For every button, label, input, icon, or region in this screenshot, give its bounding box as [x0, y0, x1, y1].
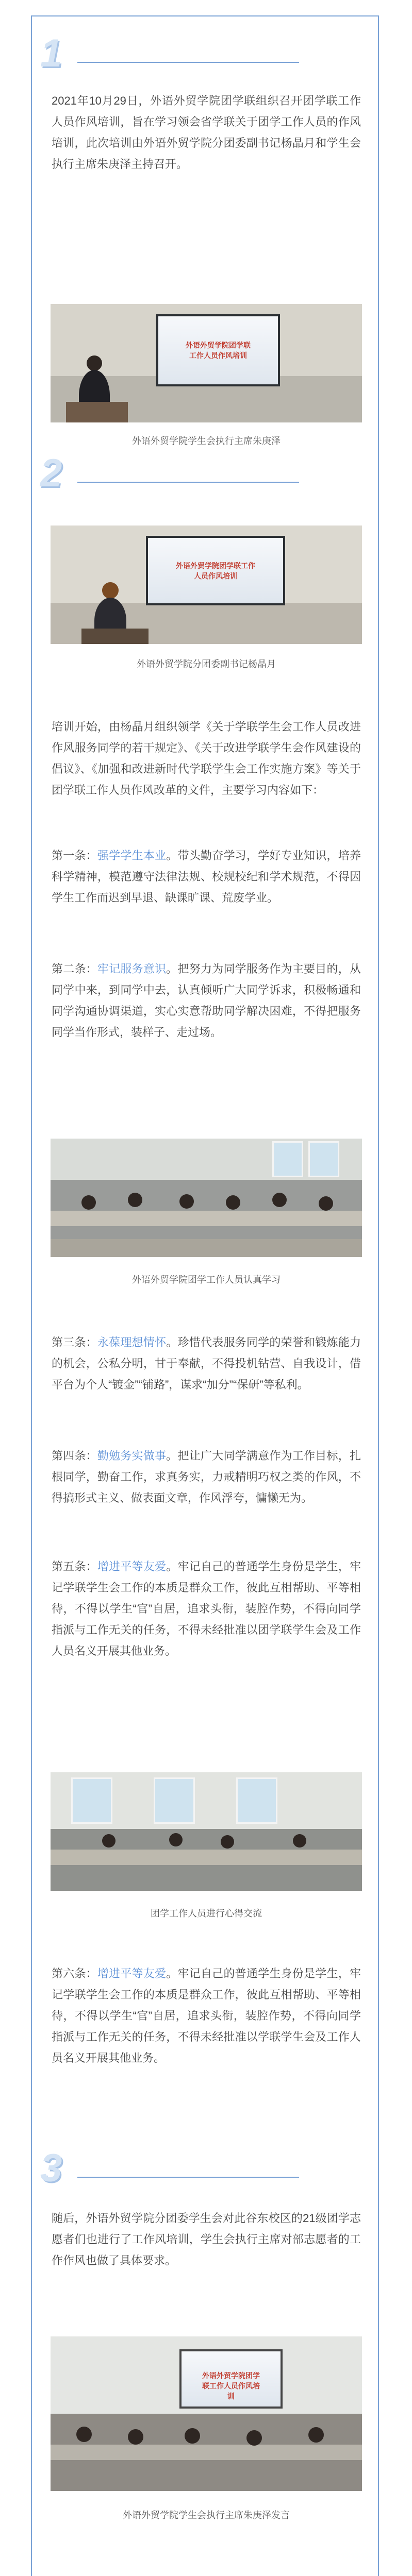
photo-experience-sharing: [51, 1772, 362, 1891]
paragraph-article-3: 第三条：永葆理想情怀。珍惜代表服务同学的荣誉和锻炼能力的机会，公私分明，甘于奉献，不得投机钻营、自我设计，借平台为个人“镀金”“铺路”，谋求“加分”“保研”等私利。: [52, 1336, 361, 1391]
caption-5: 外语外贸学院学生会执行主席朱庚泽发言: [123, 2510, 290, 2520]
photo-speech-zhu: 外语外贸学院团学联工作人员作风培训: [51, 2336, 362, 2491]
caption-4: 团学工作人员进行心得交流: [151, 1908, 262, 1919]
photo-speaker-yang: 外语外贸学院团学联工作人员作风培训: [51, 526, 362, 644]
section-number-3: 3: [40, 2146, 61, 2190]
paragraph-article-6: 第六条：增进平等友爱。牢记自己的普通学生身份是学生，牢记学联学生会工作的本质是群众工作，彼此互相帮助、平等相待，不得以学生“官”自居，追求头衔，装腔作势，不得向同学指派与工作无关的任务，不得未经批准以学联学生会及工作人员名义开展其他业务。: [52, 1967, 361, 2064]
caption-1: 外语外贸学院学生会执行主席朱庚泽: [132, 436, 281, 446]
paragraph-article-5: 第五条：增进平等友爱。牢记自己的普通学生身份是学生，牢记学联学生会工作的本质是群众工作，彼此互相帮助、平等相待，不得以学生“官”自居，追求头衔，装腔作势，不得向同学指派与工作无关的任务，不得未经批准以团学联学生会及工作人员名义开展其他业务。: [52, 1560, 361, 1657]
section-number-2: 2: [40, 451, 61, 495]
paragraph-article-1: 第一条：强学学生本业。带头勤奋学习，学好专业知识，培养科学精神，模范遵守法律法规、校规校纪和学术规范，不得因学生工作而迟到早退、缺课旷课、荒废学业。: [52, 849, 361, 904]
caption-3: 外语外贸学院团学工作人员认真学习: [132, 1275, 281, 1285]
caption-2: 外语外贸学院分团委副书记杨晶月: [137, 659, 276, 669]
paragraph-article-4: 第四条：勤勉务实做事。把让广大同学满意作为工作目标，扎根同学，勤奋工作，求真务实，力戒精明巧权之类的作风，不得搞形式主义、做表面文章，作风浮夸，慵懒无为。: [52, 1449, 361, 1504]
paragraph-study-intro: 培训开始，由杨晶月组织领学《关于学联学生会工作人员改进作风服务同学的若干规定》、《关于改进学联学生会作风建设的倡议》、《加强和改进新时代学联学生会工作实施方案》等关于团学联工作人员作风改革的文件，主要学习内容如下：: [52, 720, 361, 796]
section-divider: [77, 482, 299, 483]
photo-speaker-zhu: 外语外贸学院团学联工作人员作风培训: [51, 304, 362, 422]
photo-staff-studying: [51, 1139, 362, 1257]
paragraph-article-2: 第二条：牢记服务意识。把努力为同学服务作为主要目的，从同学中来，到同学中去，认真倾听广大同学诉求，积极畅通和同学沟通协调渠道，实心实意帮助同学解决困难，不得把服务同学当作形式，装样子、走过场。: [52, 962, 361, 1039]
section-divider: [77, 2177, 299, 2178]
intro-paragraph: 2021年10月29日，外语外贸学院团学联组织召开团学联工作人员作风培训，旨在学习领会省学联关于团学工作人员的作风培训，此次培训由外语外贸学院分团委副书记杨晶月和学生会执行主席朱庚泽主持召开。: [52, 94, 361, 171]
section-divider: [77, 62, 299, 63]
paragraph-followup: 随后，外语外贸学院分团委学生会对此谷东校区的21级团学志愿者们也进行了工作风培训，学生会执行主席对部志愿者的工作作风也做了具体要求。: [52, 2212, 361, 2267]
section-number-1: 1: [40, 31, 61, 75]
